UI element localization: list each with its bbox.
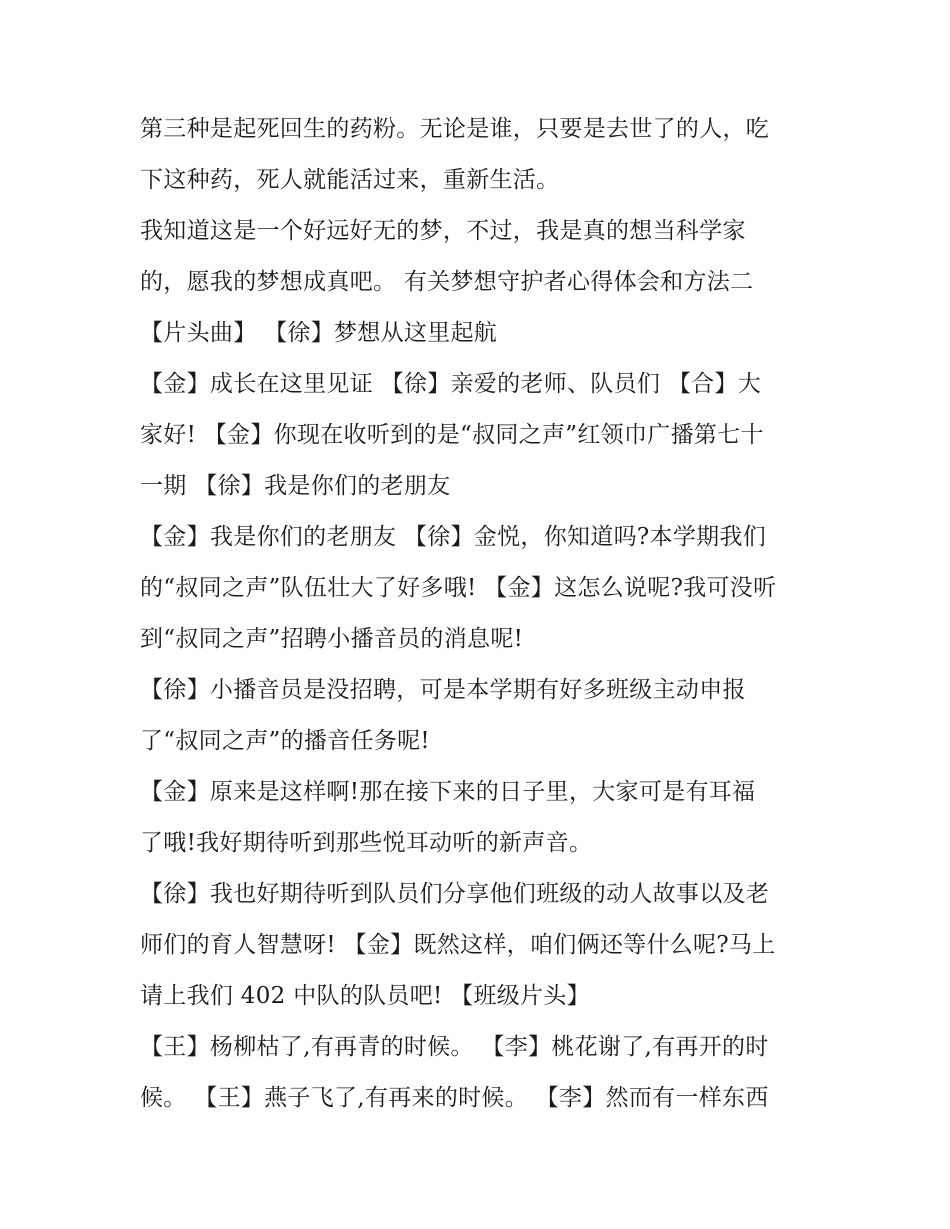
text-line: 【王】杨柳枯了,有再青的时候。 【李】桃花谢了,有再开的时 xyxy=(140,1034,769,1060)
text-line: 【金】原来是这样啊!那在接下来的日子里，大家可是有耳福 xyxy=(140,779,756,805)
text-line: 候。 【王】燕子飞了,有再来的时候。 【李】然而有一样东西 xyxy=(140,1085,769,1111)
text-line: 【片头曲】 【徐】梦想从这里起航 xyxy=(140,320,498,346)
text-line: 我知道这是一个好远好无的梦，不过，我是真的想当科学家 xyxy=(140,218,746,244)
text-line: 请上我们 402 中队的队员吧! 【班级片头】 xyxy=(140,983,590,1009)
text-line: 一期 【徐】我是你们的老朋友 xyxy=(140,473,451,499)
text-line: 师们的育人智慧呀! 【金】既然这样，咱们俩还等什么呢?马上 xyxy=(140,932,776,958)
text-line: 【金】我是你们的老朋友 【徐】金悦，你知道吗?本学期我们 xyxy=(140,524,767,550)
text-line: 第三种是起死回生的药粉。无论是谁，只要是去世了的人，吃 xyxy=(140,116,770,142)
text-line: 【徐】我也好期待听到队员们分享他们班级的动人故事以及老 xyxy=(140,881,770,907)
text-line: 【徐】小播音员是没招聘，可是本学期有好多班级主动申报 xyxy=(140,677,746,703)
text-line: 了“叔同之声”的播音任务呢! xyxy=(140,728,430,754)
text-line: 的“叔同之声”队伍壮大了好多哦! 【金】这怎么说呢?我可没听 xyxy=(140,575,777,601)
text-line: 到“叔同之声”招聘小播音员的消息呢! xyxy=(140,626,524,652)
text-line: 【金】成长在这里见证 【徐】亲爱的老师、队员们 【合】大 xyxy=(140,371,762,397)
text-line: 的，愿我的梦想成真吧。 有关梦想守护者心得体会和方法二 xyxy=(140,269,754,295)
text-line: 家好! 【金】你现在收听到的是“叔同之声”红领巾广播第七十 xyxy=(140,422,764,448)
text-line: 了哦!我好期待听到那些悦耳动听的新声音。 xyxy=(140,830,593,856)
text-line: 下这种药，死人就能活过来，重新生活。 xyxy=(140,167,560,193)
document-body xyxy=(140,104,820,1124)
